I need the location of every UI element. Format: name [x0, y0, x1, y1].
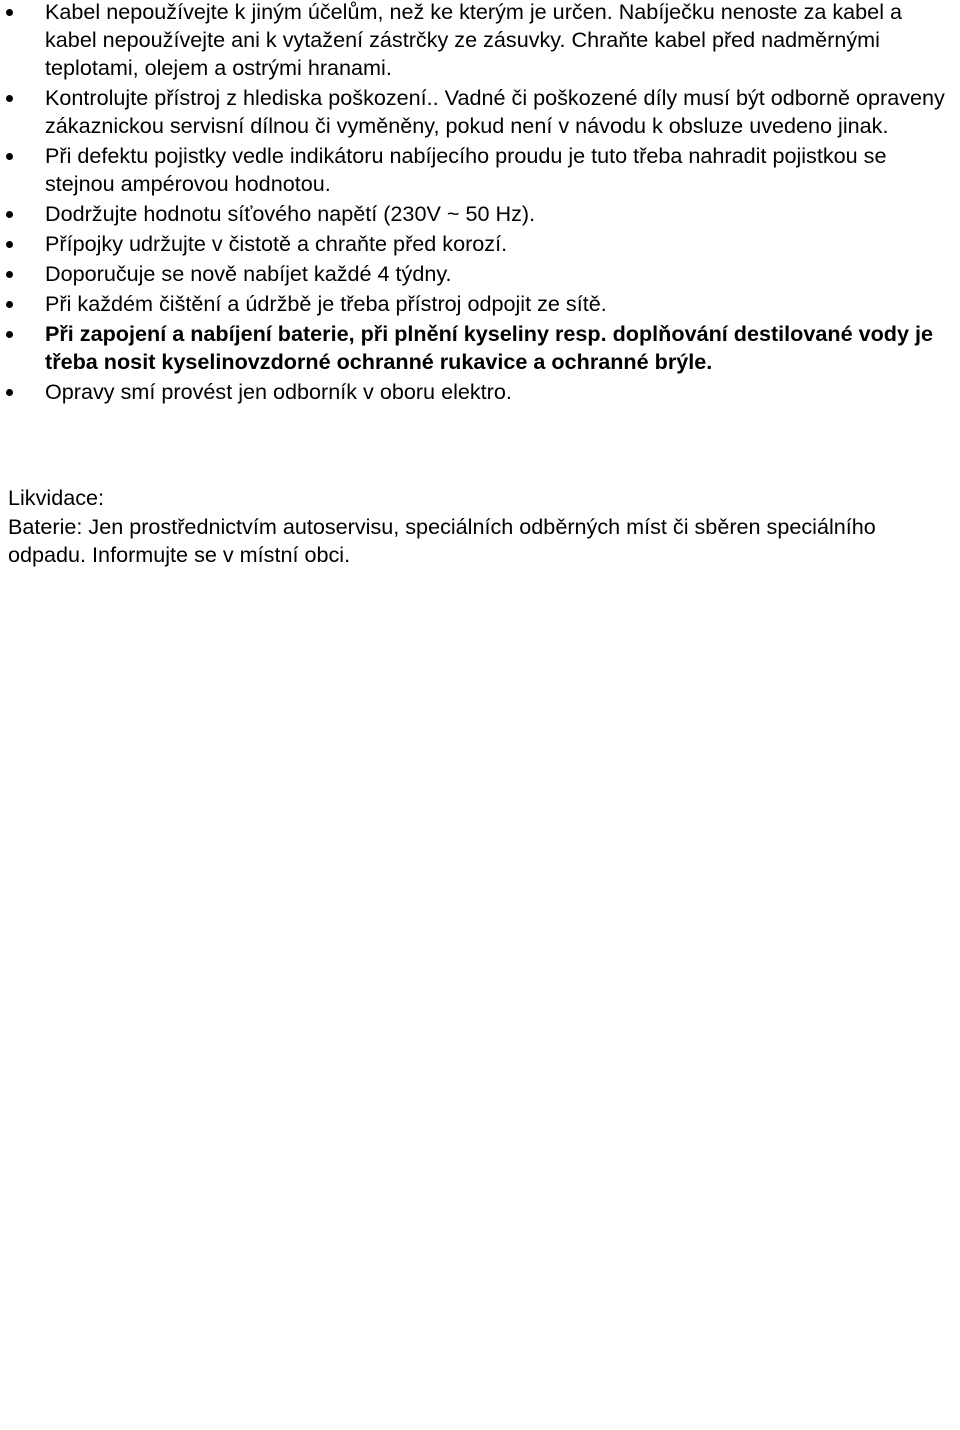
bullet-icon: [6, 153, 13, 160]
list-item: [0, 378, 945, 406]
disposal-text: Baterie: Jen prostřednictvím autoservisu, speciálních odběrných míst či sběren speciálního odpadu. Informujte se v místní obci.: [8, 514, 876, 567]
list-item: [0, 290, 945, 318]
instruction-text: Opravy smí provést jen odborník v oboru elektro.: [45, 379, 512, 404]
bullet-icon: [6, 331, 13, 338]
bullet-icon: [6, 241, 13, 248]
list-item: [0, 230, 945, 258]
list-item: [0, 84, 945, 140]
instruction-text: Doporučuje se nově nabíjet každé 4 týdny.: [45, 261, 452, 286]
instruction-text: Při defektu pojistky vedle indikátoru nabíjecího proudu je tuto třeba nahradit pojistkou se stejnou ampérovou hodnotou.: [45, 143, 887, 196]
bullet-icon: [6, 389, 13, 396]
list-item: [0, 260, 945, 288]
list-item: [0, 200, 945, 228]
instruction-text: Přípojky udržujte v čistotě a chraňte před korozí.: [45, 231, 508, 256]
bullet-icon: [6, 271, 13, 278]
list-item: [0, 0, 945, 82]
instruction-text-warning: Při zapojení a nabíjení baterie, při plnění kyseliny resp. doplňování destilované vody je třeba nosit kyselinovzdorné ochranné rukavice a ochranné brýle.: [45, 321, 933, 374]
list-item: [0, 320, 945, 376]
instruction-text: Při každém čištění a údržbě je třeba přístroj odpojit ze sítě.: [45, 291, 607, 316]
instruction-text: Kabel nepoužívejte k jiným účelům, než ke kterým je určen. Nabíječku nenoste za kabel a kabel nepoužívejte ani k vytažení zástrčky ze zásuvky. Chraňte kabel před nadměrnými teplotami, olejem a ostrými hranami.: [45, 0, 903, 80]
safety-instructions-list: [0, 0, 945, 408]
instruction-text: Dodržujte hodnotu síťového napětí (230V ~ 50 Hz).: [45, 201, 536, 226]
disposal-heading: Likvidace:: [8, 485, 105, 510]
bullet-icon: [6, 95, 13, 102]
instruction-text: Kontrolujte přístroj z hlediska poškození.. Vadné či poškozené díly musí být odborně opraveny zákaznickou servisní dílnou či vyměněny, pokud není v návodu k obsluze uvedeno jinak.: [45, 85, 945, 138]
bullet-icon: [6, 9, 13, 16]
disposal-section: [8, 484, 948, 569]
bullet-icon: [6, 211, 13, 218]
bullet-icon: [6, 301, 13, 308]
list-item: [0, 142, 945, 198]
